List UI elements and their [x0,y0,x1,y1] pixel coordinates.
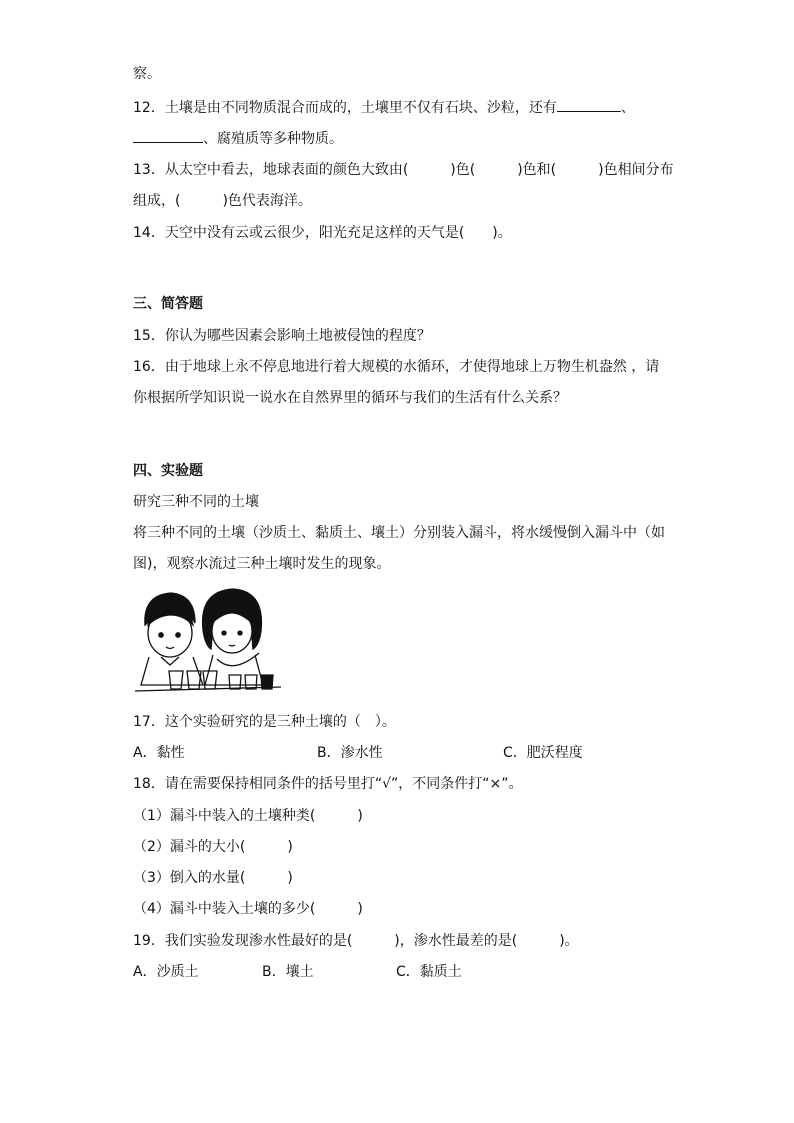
question-12-text: 12．土壤是由不同物质混合而成的，土壤里不仅有石块、沙粒，还有 [133,100,557,116]
q18-item-1: （1）漏斗中装入的土壤种类( ) [133,808,363,824]
section-4-heading: 四、实验题 [133,463,203,479]
fill-blank[interactable] [557,99,621,112]
children-experiment-illustration [133,585,283,695]
experiment-desc-line-2: 图)，观察水流过三种土壤时发生的现象。 [133,556,391,572]
question-12-line-2 [133,129,343,149]
question-18: 18．请在需要保持相同条件的括号里打“√”，不同条件打“×”。 [133,776,523,792]
q17-option-c[interactable]: C．肥沃程度 [503,745,583,761]
question-14: 14．天空中没有云或云很少，阳光充足这样的天气是( )。 [133,225,512,241]
question-19: 19．我们实验发现渗水性最好的是( )，渗水性最差的是( )。 [133,933,579,949]
q18-item-2: （2）漏斗的大小( ) [133,839,293,855]
q17-option-b[interactable]: B．渗水性 [317,745,383,761]
experiment-title: 研究三种不同的土壤 [133,494,259,510]
q18-item-4: （4）漏斗中装入土壤的多少( ) [133,901,363,917]
q19-option-a[interactable]: A．沙质土 [133,964,199,980]
text-line: 察。 [133,66,161,82]
q18-item-3: （3）倒入的水量( ) [133,870,293,886]
question-16-line-1: 16．由于地球上永不停息地进行着大规模的水循环，才使得地球上万物生机盎然 ，请 [133,359,660,375]
question-13-line-2: 组成，( )色代表海洋。 [133,193,312,209]
q19-option-b[interactable]: B．壤土 [262,964,314,980]
question-15: 15．你认为哪些因素会影响土地被侵蚀的程度？ [133,328,431,344]
question-17: 17．这个实验研究的是三种土壤的（ ）。 [133,714,396,730]
question-12-line-1 [133,98,635,118]
question-12-text-end: 、腐殖质等多种物质。 [203,131,343,147]
question-13-line-1: 13．从太空中看去，地球表面的颜色大致由( )色( )色和( )色相间分布 [133,162,674,178]
fill-blank[interactable] [133,130,203,143]
section-3-heading: 三、简答题 [133,296,203,312]
question-16-line-2: 你根据所学知识说一说水在自然界里的循环与我们的生活有什么关系？ [133,390,567,406]
q19-option-c[interactable]: C．黏质土 [396,964,462,980]
punctuation: 、 [620,100,635,116]
q17-option-a[interactable]: A．黏性 [133,745,185,761]
experiment-desc-line-1: 将三种不同的土壤（沙质土、黏质土、壤土）分别装入漏斗，将水缓慢倒入漏斗中（如 [133,525,665,541]
